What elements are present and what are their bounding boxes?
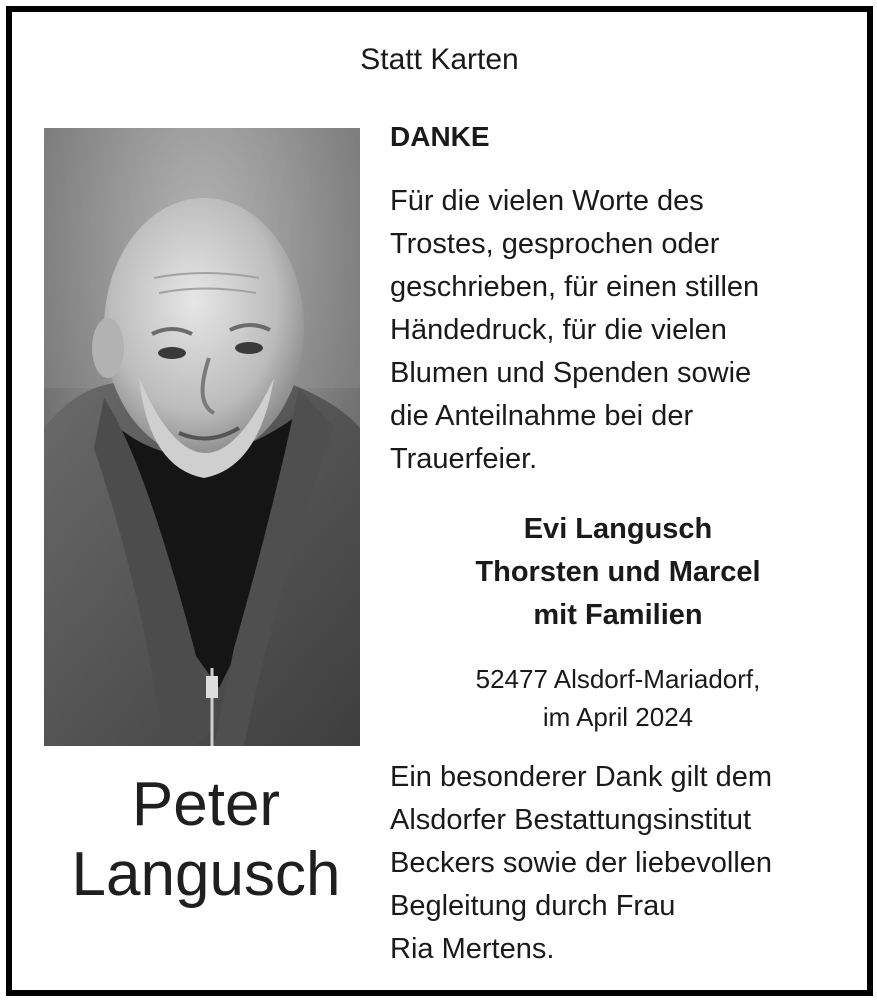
- signer-line: Thorsten und Marcel: [475, 556, 761, 588]
- title-danke: DANKE: [390, 121, 490, 152]
- thanks-line: Ein besonderer Dank gilt dem: [390, 761, 773, 793]
- signer-line: Evi Langusch: [523, 513, 713, 545]
- thanks-line: Ria Mertens.: [390, 933, 555, 965]
- deceased-last-name: Langusch: [71, 840, 341, 909]
- message-line: Trostes, gesprochen oder: [390, 228, 720, 260]
- portrait-photo: [44, 128, 360, 746]
- deceased-name: [32, 770, 380, 910]
- special-thanks: [390, 756, 850, 971]
- signers-block: [390, 508, 846, 637]
- thank-you-message: [390, 180, 850, 481]
- header-statt-karten: Statt Karten: [360, 43, 519, 76]
- place-date: [390, 660, 846, 736]
- message-line: geschrieben, für einen stillen: [390, 271, 760, 303]
- thanks-line: Begleitung durch Frau: [390, 890, 676, 922]
- thanks-line: Alsdorfer Bestattungsinstitut: [390, 804, 752, 836]
- deceased-first-name: Peter: [131, 770, 281, 839]
- place-line: 52477 Alsdorf-Mariadorf,: [475, 664, 761, 694]
- message-line: Trauerfeier.: [390, 443, 538, 475]
- thank-you-section: [390, 120, 850, 481]
- message-line: Blumen und Spenden sowie: [390, 357, 752, 389]
- message-line: Für die vielen Worte des: [390, 185, 704, 217]
- obituary-card: [6, 6, 873, 996]
- date-line: im April 2024: [542, 702, 694, 732]
- thanks-line: Beckers sowie der liebevollen: [390, 847, 773, 879]
- message-line: Händedruck, für die vielen: [390, 314, 727, 346]
- message-line: die Anteilnahme bei der: [390, 400, 694, 432]
- signer-line: mit Familien: [533, 599, 703, 631]
